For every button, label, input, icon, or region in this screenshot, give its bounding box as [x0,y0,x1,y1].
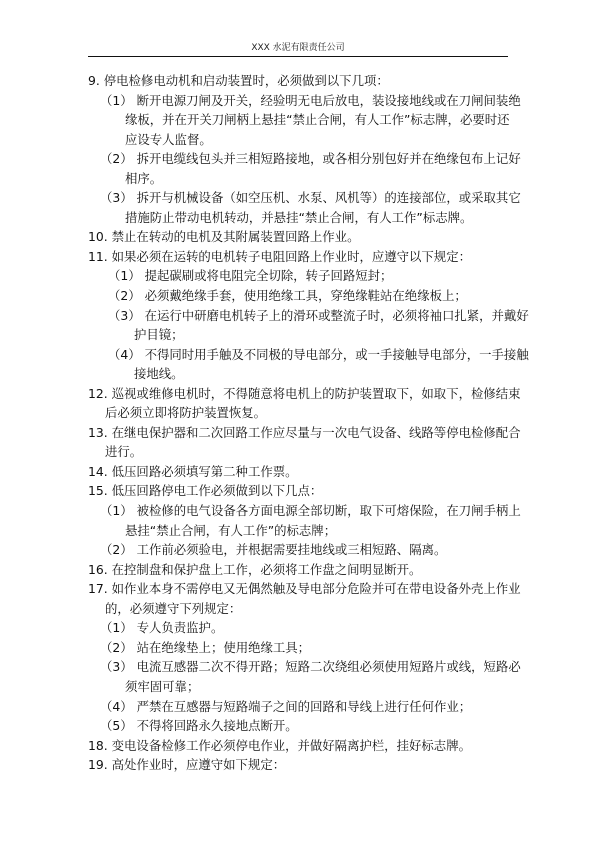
sub-item-line: 相序。 [125,170,163,186]
sub-item-line: 接地线。 [134,366,184,382]
sub-item-line: 措施防止带动电机转动，并悬挂“禁止合闸，有人工作”标志牌。 [125,209,473,225]
numbered-item-line: 12. 巡视或维修电机时，不得随意将电机上的防护装置取下，如取下，检修结束 [88,385,521,401]
sub-item-line: （4） 不得同时用手触及不同极的导电部分，或一手接触导电部分，一手接触 [108,346,529,362]
sub-item-line: （3） 拆开与机械设备（如空压机、水泵、风机等）的连接部位，或采取其它 [100,190,521,206]
sub-item-line: （4） 严禁在互感器与短路端子之间的回路和导线上进行任何作业； [100,698,472,714]
page-header-company: XXX 水泥有限责任公司 [251,43,345,53]
sub-item-line: 应设专人监督。 [125,131,212,147]
numbered-item-line: 14. 低压回路必须填写第二种工作票。 [88,463,298,479]
sub-item-line: （2） 必须戴绝缘手套，使用绝缘工具，穿绝缘鞋站在绝缘板上； [108,288,467,304]
sub-item-line: （1） 提起碳刷或将电阻完全切除，转子回路短封； [108,268,393,284]
sub-item-line: （3） 在运行中研磨电机转子上的滑环或整流子时，必须将袖口扎紧，并戴好 [108,307,529,323]
numbered-item-line: 18. 变电设备检修工作必须停电作业，并做好隔离护栏，挂好标志牌。 [88,737,471,753]
sub-item-line: 护目镜； [134,327,184,343]
sub-item-line: （2） 站在绝缘垫上；使用绝缘工具； [100,639,311,655]
numbered-item-line: 17. 如作业本身不需停电又无偶然触及导电部分危险并可在带电设备外壳上作业 [88,581,521,597]
sub-item-line: （2） 工作前必须验电，并根据需要挂地线或三相短路、隔离。 [100,542,447,558]
sub-item-line: 须牢固可靠； [125,678,200,694]
numbered-item-line: 11. 如果必须在运转的电机转子电阻回路上作业时，应遵守以下规定： [88,248,471,264]
document-body [88,71,529,775]
header-divider [88,56,508,57]
sub-item-line: 缘板，并在开关刀闸柄上悬挂“禁止合闸，有人工作”标志牌，必要时还 [125,112,510,128]
sub-item-line: 悬挂“禁止合闸，有人工作”的标志牌； [125,522,337,538]
numbered-item-line: 13. 在继电保护器和二次回路工作应尽量与一次电气设备、线路等停电检修配合 [88,424,521,440]
sub-item-line: （2） 拆开电缆线包头并三相短路接地，或各相分别包好并在绝缘包布上记好 [100,151,521,167]
sub-item-line: （1） 专人负责监护。 [100,620,224,636]
sub-item-line: （1） 断开电源刀闸及开关，经验明无电后放电，装设接地线或在刀闸间装绝 [100,92,521,108]
numbered-item-line: 的，必须遵守下列规定： [105,600,242,616]
numbered-item-line: 9. 停电检修电动机和启动装置时，必须做到以下几项： [88,73,389,88]
numbered-item-line: 19. 高处作业时，应遵守如下规定： [88,757,286,773]
sub-item-line: （1） 被检修的电气设备各方面电源全部切断，取下可熔保险，在刀闸手柄上 [100,503,521,519]
numbered-item-line: 10. 禁止在转动的电机及其附属装置回路上作业。 [88,229,360,245]
sub-item-line: （5） 不得将回路永久接地点断开。 [100,718,298,734]
numbered-item-line: 后必须立即将防护装置恢复。 [105,405,267,421]
numbered-item-line: 15. 低压回路停电工作必须做到以下几点： [88,483,323,499]
sub-item-line: （3） 电流互感器二次不得开路；短路二次绕组必须使用短路片或线，短路必 [100,659,521,675]
numbered-item-line: 16. 在控制盘和保护盘上工作，必须将工作盘之间明显断开。 [88,561,422,577]
numbered-item-line: 进行。 [105,444,143,460]
